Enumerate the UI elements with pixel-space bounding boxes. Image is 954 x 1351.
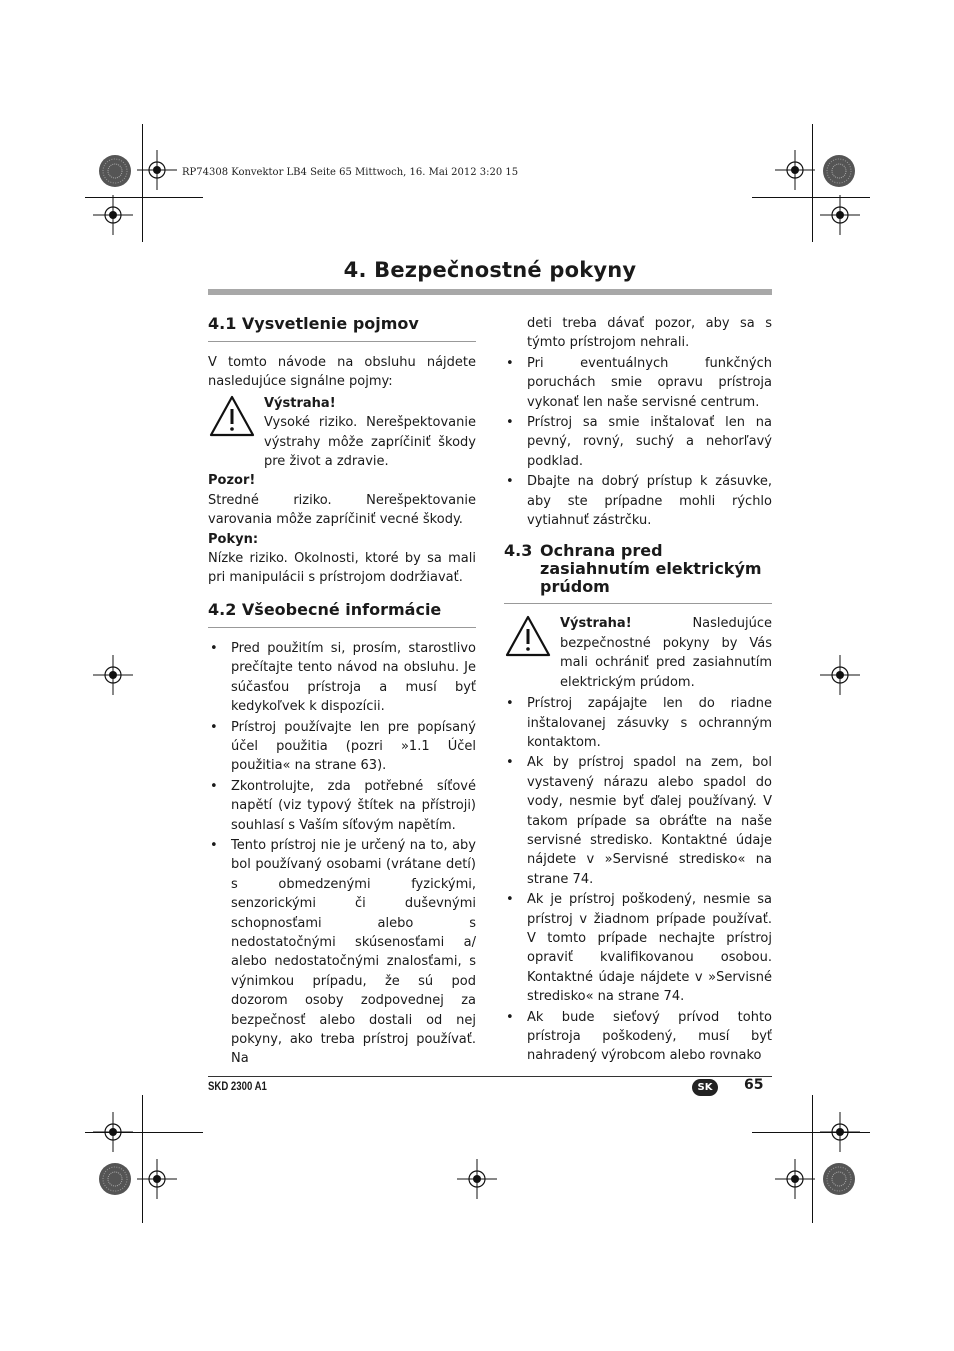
registration-rosette-icon: [98, 1162, 132, 1196]
warning-triangle-icon: [208, 394, 264, 438]
registration-crosshair-icon: [820, 1112, 860, 1152]
list-item: • Zkontrolujte, zda potřebné síťové napětí (viz typový štítek na přístroji) souhlasí s Vaším síťovým napětím.: [208, 777, 476, 835]
registration-crosshair-icon: [775, 150, 815, 190]
list-item: • Pri eventuálnych funkčných poruchách smie opravu prístroja vykonať len naše servisné centrum.: [504, 354, 772, 412]
section-4-1-heading: 4.1 Vysvetlenie pojmov: [208, 314, 476, 342]
warning-block: [208, 394, 476, 472]
page-title: 4. Bezpečnostné pokyny: [343, 258, 637, 282]
warning-label: Výstraha!: [560, 616, 632, 632]
section-4-3-title: Ochrana pred zasiahnutím elektrickým prúdom: [540, 541, 762, 597]
registration-crosshair-icon: [93, 195, 133, 235]
registration-rosette-icon: [822, 1162, 856, 1196]
continued-list-text: deti treba dávať pozor, aby sa s týmto prístrojom nehrali.: [527, 316, 772, 351]
footer-model: SKD 2300 A1: [208, 1079, 267, 1093]
list-item: • Prístroj používajte len pre popísaný účel použitia (pozri »1.1 Účel použitia« na strane 63).: [208, 718, 476, 776]
warning-text-block: [264, 394, 476, 472]
continued-list: [504, 354, 772, 531]
right-column: [504, 314, 772, 1067]
registration-crosshair-icon: [820, 195, 860, 235]
section-4-2-list: [208, 639, 476, 1069]
list-item: • Dbajte na dobrý prístup k zásuvke, aby ste prípadne mohli rýchlo vytiahnuť zástrčku.: [504, 472, 772, 530]
language-badge: SK: [692, 1079, 718, 1096]
note-label: Pokyn:: [208, 531, 259, 547]
warning-description: Nasledujúce bezpečnostné pokyny by Vás mali ochrániť pred zasiahnutím elektrickým prúdom.: [560, 616, 772, 690]
registration-crosshair-icon: [137, 1159, 177, 1199]
caution-description: Stredné riziko. Nerešpektovanie varovania môže zapríčiniť vecné škody.: [208, 492, 476, 528]
registration-crosshair-icon: [457, 1159, 497, 1199]
page-number: 65: [744, 1077, 764, 1093]
left-column: [208, 314, 476, 1070]
list-item: • Pred použitím si, prosím, starostlivo prečítajte tento návod na obsluhu. Je súčasťou prístroja a musí byť kedykoľvek k dispozícii.: [208, 639, 476, 717]
list-item: • Tento prístroj nie je určený na to, aby bol používaný osobami (vrátane detí) s obmedzenými fyzickými, senzorickými či duševnými schopnosťami alebo s nedostatočnými skúsenosťami a/ alebo nedostatočnými znalosťami, s výnimkou prípadu, že sú pod dozorom osoby zodpovednej za bezpečnosť alebo dostali od nej pokyny, ako treba prístroj používať. Na: [208, 836, 476, 1069]
list-item: • Ak by prístroj spadol na zem, bol vystavený nárazu alebo spadol do vody, nesmie byť ďalej používaný. V takom prípade sa obráťte na naše servisné stredisko. Kontaktné údaje nájdete v »Servisné stredisko« na strane 74.: [504, 753, 772, 889]
list-item: • Ak bude sieťový prívod tohto prístroja poškodený, musí byť nahradený výrobcom alebo rovnako: [504, 1008, 772, 1066]
registration-rosette-icon: [822, 154, 856, 188]
registration-crosshair-icon: [93, 655, 133, 695]
section-4-1-intro: V tomto návode na obsluhu nájdete nasledujúce signálne pojmy:: [208, 355, 476, 390]
caution-label: Pozor!: [208, 473, 256, 489]
warning-text-block: [560, 614, 772, 692]
registration-crosshair-icon: [137, 150, 177, 190]
section-4-3-list: [504, 694, 772, 1066]
section-4-3-heading: [504, 542, 772, 604]
registration-crosshair-icon: [775, 1159, 815, 1199]
footer-divider: [208, 1076, 772, 1077]
registration-rosette-icon: [98, 154, 132, 188]
note-description: Nízke riziko. Okolnosti, ktoré by sa mali pri manipulácii s prístrojom dodržiavať.: [208, 551, 476, 586]
print-info: RP74308 Konvektor LB4 Seite 65 Mittwoch, 16. Mai 2012 3:20 15: [182, 167, 519, 178]
registration-crosshair-icon: [820, 655, 860, 695]
list-item: • Ak je prístroj poškodený, nesmie sa prístroj v žiadnom prípade používať. V tomto prípade nechajte prístroj opraviť kvalifikovanou osobou. Kontaktné údaje nájdete v »Servisné stredisko« na strane 74.: [504, 890, 772, 1006]
list-item: • Prístroj zapájajte len do riadne inštalovanej zásuvky s ochranným kontaktom.: [504, 694, 772, 752]
warning-description: Vysoké riziko. Nerešpektovanie výstrahy môže zapríčiniť škody pre život a zdravie.: [264, 415, 476, 470]
registration-crosshair-icon: [93, 1112, 133, 1152]
warning-label: Výstraha!: [264, 395, 336, 411]
list-item: • Prístroj sa smie inštalovať len na pevný, rovný, suchý a nehorľavý podklad.: [504, 413, 772, 471]
section-4-3-number: 4.3: [504, 541, 533, 561]
warning-block: [504, 614, 772, 692]
section-4-2-heading: 4.2 Všeobecné informácie: [208, 600, 476, 628]
warning-triangle-icon: [504, 614, 560, 658]
title-underline-bar: [208, 289, 772, 295]
